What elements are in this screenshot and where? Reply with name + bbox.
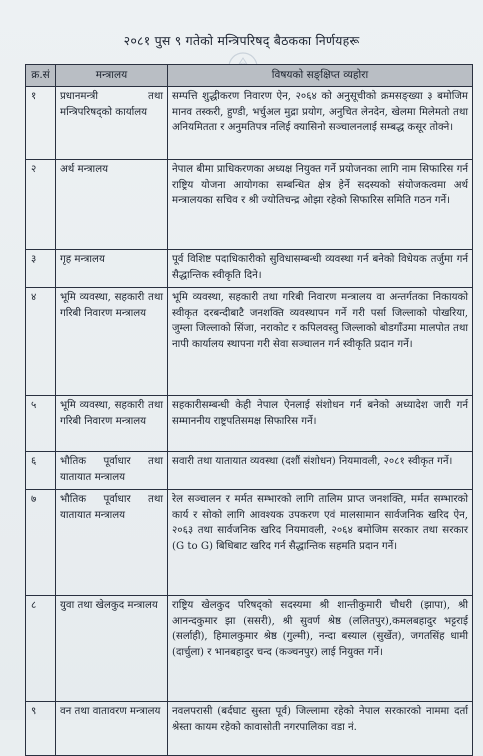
table-row <box>26 396 473 452</box>
table-row <box>26 160 473 250</box>
table-row <box>26 490 473 596</box>
row-ministry: भौतिक पूर्वाधार तथा यातायात मन्त्रालय <box>56 452 168 490</box>
header-serial: क्र.सं <box>26 65 56 87</box>
table-row <box>26 452 473 490</box>
header-ministry: मन्त्रालय <box>56 65 168 87</box>
row-serial: ७ <box>26 490 56 596</box>
page-title: २०८१ पुस ९ गतेको मन्त्रिपरिषद् बैठकका निर्णयहरू <box>123 33 360 48</box>
row-serial: १ <box>26 87 56 160</box>
table-row <box>26 87 473 160</box>
table-header-row <box>26 65 473 87</box>
row-serial: ८ <box>26 596 56 702</box>
table-row <box>26 288 473 396</box>
table-row <box>26 250 473 288</box>
row-serial: ६ <box>26 452 56 490</box>
row-ministry: गृह मन्त्रालय <box>56 250 168 288</box>
row-serial: २ <box>26 160 56 250</box>
row-summary: नवलपरासी (बर्दघाट सुस्ता पूर्व) जिल्लामा रहेको नेपाल सरकारको नाममा दर्ता श्रेस्ता कायम रहेको कावासोती नगरपालिका वडा नं. <box>168 702 473 756</box>
row-serial: ३ <box>26 250 56 288</box>
row-ministry: प्रधानमन्त्री तथा मन्त्रिपरिषद्को कार्यालय <box>56 87 168 160</box>
row-summary: नेपाल बीमा प्राधिकरणका अध्यक्ष नियुक्त गर्ने प्रयोजनका लागि नाम सिफारिस गर्न राष्ट्रिय योजना आयोगका सम्बन्धित क्षेत्र हेर्ने सदस्यको संयोजकत्वमा अर्थ मन्त्रालयका सचिव र श्री ज्योतिचन्द्र ओझा रहेको सिफारिस समिति गठन गर्ने। <box>168 160 473 250</box>
row-summary: रेल सञ्चालन र मर्मत सम्भारको लागि तालिम प्राप्त जनशक्ति, मर्मत सम्भारको कार्य र सोको लागि आवश्यक उपकरण एवं मालसामान सार्वजनिक खरिद ऐन, २०६३ तथा सार्वजनिक खरिद नियमावली, २०६४ बमोजिम सरकार तथा सरकार (G to G) बिधिबाट खरिद गर्न सैद्धान्तिक सहमति प्रदान गर्ने। <box>168 490 473 596</box>
row-summary: सहकारीसम्बन्धी केही नेपाल ऐनलाई संशोधन गर्न बनेको अध्यादेश जारी गर्न सम्माननीय राष्ट्रपतिसमक्ष सिफारिस गर्ने। <box>168 396 473 452</box>
row-serial: ५ <box>26 396 56 452</box>
row-summary: भूमि व्यवस्था, सहकारी तथा गरिबी निवारण मन्त्रालय वा अन्तर्गतका निकायको स्वीकृत दरबन्दीबाटै जनशक्ति व्यवस्थापन गर्ने गरी पर्सा जिल्लाको पोखरिया, जुम्ला जिल्लाको सिंजा, नराकोट र कपिलवस्तु जिल्लाको बोडगाँउमा मालपोत तथा नापी कार्यालय स्थापना गरी सेवा सञ्चालन गर्न स्वीकृति प्रदान गर्ने। <box>168 288 473 396</box>
header-summary: विषयको सङ्क्षिप्त व्यहोरा <box>168 65 473 87</box>
row-serial: ४ <box>26 288 56 396</box>
row-ministry: अर्थ मन्त्रालय <box>56 160 168 250</box>
row-summary: सम्पत्ति शुद्धीकरण निवारण ऐन, २०६४ को अनुसूचीको क्रमसङ्ख्या ३ बमोजिम मानव तस्करी, हुण्डी, भर्चुअल मुद्रा प्रयोग, अनुचित लेनदेन, खेलमा मिलेमतो तथा अनियमितता र अनुमतिपत्र नलिई क्यासिनो सञ्चालनलाई सम्बद्ध कसूर तोक्ने। <box>168 87 473 160</box>
row-ministry: युवा तथा खेलकुद मन्त्रालय <box>56 596 168 702</box>
table-row <box>26 702 473 756</box>
row-ministry: वन तथा वातावरण मन्त्रालय <box>56 702 168 756</box>
table-row <box>26 596 473 702</box>
decisions-table <box>25 64 473 756</box>
row-summary: सवारी तथा यातायात व्यवस्था (दशौं संशोधन) नियमावली, २०८१ स्वीकृत गर्ने। <box>168 452 473 490</box>
row-serial: ९ <box>26 702 56 756</box>
row-ministry: भूमि व्यवस्था, सहकारी तथा गरिबी निवारण मन्त्रालय <box>56 288 168 396</box>
row-ministry: भौतिक पूर्वाधार तथा यातायात मन्त्रालय <box>56 490 168 596</box>
row-summary: राष्ट्रिय खेलकुद परिषद्को सदस्यमा श्री शान्तीकुमारी चौधरी (झापा), श्री आनन्दकुमार झा (ससरी), श्री सुवर्ण श्रेष्ठ (ललितपुर),कमलबहादुर भट्टराई (सर्लाही), हिमालकुमार श्रेष्ठ (गुल्मी), नन्दा बस्याल (सुर्खेत), जगतसिंह धामी (दार्चुला) र भानबहादुर चन्द (कञ्चनपुर) लाई नियुक्त गर्ने। <box>168 596 473 702</box>
row-summary: पूर्व विशिष्ट पदाधिकारीको सुविधासम्बन्धी व्यवस्था गर्न बनेको विधेयक तर्जुमा गर्न सैद्धान्तिक स्वीकृति दिने। <box>168 250 473 288</box>
row-ministry: भूमि व्यवस्था, सहकारी तथा गरिबी निवारण मन्त्रालय <box>56 396 168 452</box>
